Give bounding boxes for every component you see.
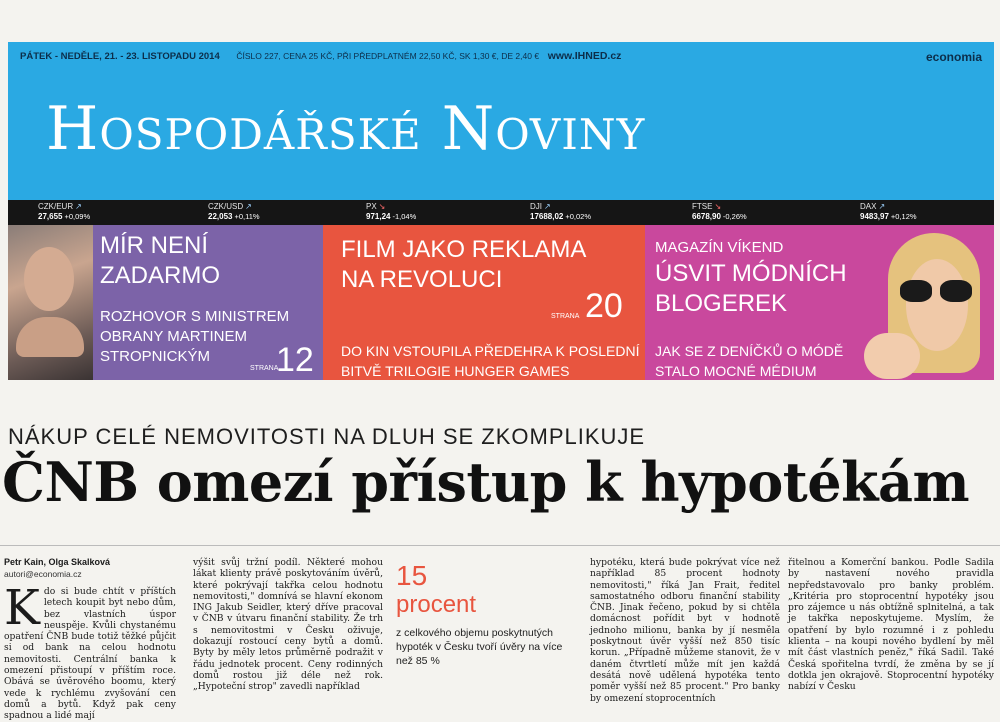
page-number: 12 [276,341,314,379]
market-ticker [8,200,994,225]
article-kicker: NÁKUP CELÉ NEMOVITOSTI NA DLUH SE ZKOMPLIKUJE [8,424,646,449]
ticker-item: CZK/USD ↗ 22,053 +0,11% [208,202,260,221]
arrow-up-icon: ↗ [878,202,886,211]
arrow-down-icon: ↘ [378,202,386,211]
article-column-1: Kdo si bude chtít v příštích letech koupit byt nebo dům, bez vlastních úspor neuspěje. Kvůli chystanému opatření ČNB bude totiž těžké půjčit si od bank na celou hodnotu nemovitosti. Centrální banka k omezení přistoupí v příštím roce. Obává se úvěrového boomu, který vede k rychlému zvyšování cen domů a bytů. Když pak ceny spadnou a lidé mají [4,580,176,722]
promo-interview[interactable] [8,225,323,380]
promo-film[interactable] [323,225,645,380]
author-email[interactable]: autori@economia.cz [4,569,82,579]
promo-headline: MÍR NENÍ ZADARMO [100,232,220,289]
blogger-photo [860,225,994,380]
article-headline[interactable]: ČNB omezí přístup k hypotékám [2,450,970,514]
quote-text: z celkového objemu poskytnutých hypoték v Česku tvoří úvěry na více než 85 % [396,627,563,667]
promo-kicker: MAGAZÍN VÍKEND [655,239,784,256]
website-link[interactable]: www.IHNED.cz [547,50,622,62]
publisher-logo: economia [925,50,982,64]
promo-headline: FILM JAKO REKLAMA NA REVOLUCI [341,236,587,293]
arrow-down-icon: ↘ [714,202,722,211]
arrow-up-icon: ↗ [75,202,82,211]
article-column-2: výšit svůj tržní podíl. Některé mohou lákat klienty právě poskytováním úvěrů, které pokrývají takřka celou hodnotu nemovitosti," domnívá se hlavní ekonom ING Jakub Seidler, který dříve pracoval v ČNB v útvaru finanční stability. Že trh s nemovitostmi v Česku oživuje, dokazují rostoucí ceny bytů a domů. Byty by měly letos průměrně podražit v řádu jednotek procent. Ceny rodinných domů rostou již déle než rok. „Hypoteční strop" zavedli například [193,557,383,693]
promo-subtitle: DO KIN VSTOUPILA PŘEDEHRA K POSLEDNÍ BITVĚ TRILOGIE HUNGER GAMES [341,343,640,379]
dropcap: K [4,580,40,636]
promo-subtitle: ROZHOVOR S MINISTREM OBRANY MARTINEM STROPNICKÝM [100,308,290,365]
ticker-item: PX ↘ 971,24 -1,04% [366,202,417,221]
masthead [8,42,994,200]
promo-magazine[interactable] [645,225,994,380]
minister-photo [8,225,93,380]
arrow-up-icon: ↗ [245,202,252,211]
promo-headline: ÚSVIT MÓDNÍCH BLOGEREK [655,260,847,317]
dateline: PÁTEK - NEDĚLE, 21. - 23. LISTOPADU 2014 [20,51,220,62]
page-label: STRANA [551,313,580,320]
quote-number: 15 [396,560,428,591]
promo-subtitle: JAK SE Z DENÍČKŮ O MÓDĚ STALO MOCNÉ MÉDIUM [655,343,844,379]
issue-price: ČÍSLO 227, CENA 25 KČ, PŘI PŘEDPLATNÉM 22,50 KČ, SK 1,30 €, DE 2,40 € [236,51,540,61]
arrow-up-icon: ↗ [544,202,551,211]
article-column-4: řitelnou a Komerční bankou. Podle Sadila by nastavení nového pravidla nepředstavovalo pro banky problém. „Kritéria pro stoprocentní hypotéky jsou pro zájemce u nás obtížně splnitelná, a tak je takřka neposkytujeme. Myslím, že opatření by bylo rozumné i z pohledu klienta – na koupi nového bydlení by měl mít část vlastních peněz," říká Sadil. Také Česká spořitelna tvrdí, že změna by se jí dotkla jen okrajově. Stoprocentní hypotéky nabízí v Česku [788,557,994,693]
ticker-item: FTSE ↘ 6678,90 -0,26% [692,202,747,221]
divider [0,545,1000,546]
page-number: 20 [585,287,623,325]
ticker-item: DJI ↗ 17688,02 +0,02% [530,202,592,221]
byline: Petr Kain, Olga Skalková [4,557,111,567]
quote-unit: procent [396,591,477,618]
pull-quote [396,560,576,668]
ticker-item: CZK/EUR ↗ 27,655 +0,09% [38,202,91,221]
page-label: STRANA [250,365,279,372]
masthead-topline [20,50,621,62]
article-column-3: hypotéku, která bude pokrývat více než například 85 procent hodnoty nemovitosti," říká Jan Frait, ředitel samostatného odboru finanční stability ČNB. Jinak řečeno, pokud by si chtěla domácnost pořídit byt v hodnotě jednoho milionu, banka by jí nesměla poskytnout úvěr vyšší než 850 tisíc korun. „Případně můžeme stanovit, že v daném čtvrtletí může mít jen každá desátá nově udělená hypotéka tento poměr vyšší než 85 procent." Pro banky by omezení stoprocentních [590,557,780,704]
ticker-item: DAX ↗ 9483,97 +0,12% [860,202,917,221]
newspaper-title: Hospodářské Noviny [46,94,646,164]
